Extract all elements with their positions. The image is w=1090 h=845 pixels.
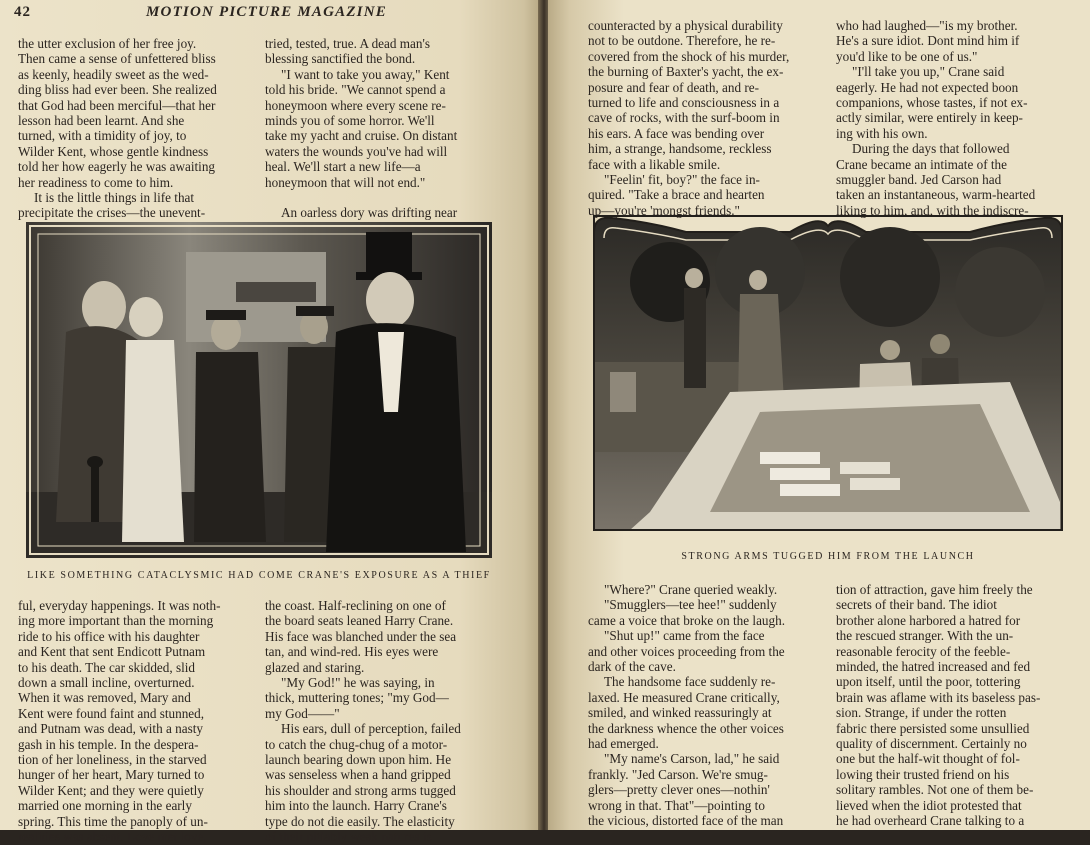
text-line: smuggler band. Jed Carson had [836,172,1002,188]
text-line: smiled, and winked reassuringly at [588,705,772,721]
text-line: wrong in that. That"—pointing to [588,797,765,813]
text-line: turned, with a timidity of joy, to [18,128,187,144]
text-line: ing with his own. [836,125,928,141]
text-line: heal. We'll start a new life—a [265,159,421,175]
text-line: "Where?" Crane queried weakly. [604,582,778,597]
text-line: thick, muttering tones; "my God— [265,690,449,706]
text-line: spring. This time the panoply of un- [18,813,208,829]
text-line: taken an instantaneous, warm-hearted [836,187,1036,203]
text-line: the board seats leaned Harry Crane. [265,613,454,629]
text-line: "My God!" he was saying, in [281,675,435,691]
text-line: lowing their trusted friend on his [836,766,1010,782]
photo-crane-exposure [26,222,492,558]
text-line: quired. "Take a brace and hearten [588,187,765,203]
text-line: you'd like to be one of us." [836,48,978,64]
text-line: precipitate the crises—the unevent- [18,205,206,221]
text-line: him into the launch. Harry Crane's [265,798,447,814]
text-line: of their pitiably weak natures is [265,829,432,845]
text-line: Kent were found faint and stunned, [18,705,205,721]
right-page [548,0,1090,830]
text-line: tion of her loneliness, in the starved [18,752,207,768]
text-line: "I want to take you away," Kent [281,66,450,82]
right-bottom-col1 [588,582,820,829]
text-line: fabric there persisted some unsullied [836,720,1030,736]
text-line: that God had been merciful—that her [18,97,216,113]
text-line: ride to his office with his daughter [18,628,200,644]
text-line: the utter exclusion of her free joy. [18,36,197,51]
text-line: It is the little things in life that [34,190,195,206]
text-line: During the days that followed [852,141,1010,157]
text-line: An oarless dory was drifting near [281,205,458,221]
text-line: posure and fear of death, and re- [588,79,759,95]
text-line: as keenly, headily sweet as the wed- [18,66,209,82]
text-line: he had overheard Crane talking to a [836,813,1025,829]
text-line: the coast. Half-reclining on one of [265,598,446,613]
text-line: down a small incline, overturned. [18,675,195,691]
text-line: secrets of their band. The idiot [836,597,997,613]
text-line: glers—pretty clever ones—nothin' [588,782,770,798]
photo-launch-frame [590,212,1066,534]
text-line: reasonable ferocity of the feeble- [836,643,1011,659]
text-line: laxed. He measured Crane critically, [588,689,780,705]
text-line: Wilder Kent, whose gentle kindness [18,143,209,159]
text-line: launch bearing down upon him. He [265,752,452,768]
text-line: up—you're 'mongst friends." [588,202,740,218]
text-line: tan, and wind-red. His eyes were [265,644,439,660]
left-bottom-col1 [18,598,247,845]
text-line: "Smugglers—tee hee!" suddenly [604,597,777,613]
text-line: sion. Strange, if under the rotten [836,705,1007,721]
text-line: He's a sure idiot. Dont mind him if [836,33,1020,49]
text-line: realities was absent. Love met love, [18,829,207,845]
photo-caption: LIKE SOMETHING CATACLYSMIC HAD COME CRANE'S EXPOSURE AS A THIEF [27,570,491,581]
text-line: tried, tested, true. A dead man's [265,36,430,51]
photo-launch-image [590,212,1066,534]
text-line: brain was aflame with its baseless pas- [836,689,1041,705]
text-line: ing more important than the morning [18,613,214,629]
text-line: covered from the shock of his murder, [588,48,790,64]
text-line: upon itself, until the poor, tottering [836,674,1021,690]
text-line: her readiness to come to him. [18,174,174,190]
text-line: quality of discernment. Certainly no [836,736,1027,752]
text-line: him, a strange, handsome, reckless [588,141,772,157]
text-line: came a voice that broke on the laugh. [588,612,786,628]
text-line: "Feelin' fit, boy?" the face in- [604,172,760,188]
left-page [0,0,540,845]
text-line: his ears. A face was bending over [588,125,765,141]
text-line: Wilder Kent; and they were quietly [18,782,204,798]
text-line: to catch the chug-chug of a motor- [265,736,448,752]
text-line: When it was removed, Mary and [18,690,191,706]
text-line: companions, whose tastes, if not ex- [836,95,1028,111]
text-line: Crane became an intimate of the [836,156,1007,172]
running-head: MOTION PICTURE MAGAZINE [146,4,387,20]
text-line: cave of rocks, with the surf-boom in [588,110,780,126]
text-line: to his death. The car skidded, slid [18,659,196,675]
text-line: blessing sanctified the bond. [265,51,416,67]
left-page-header [14,4,514,21]
text-line: brother alone harbored a hatred for [836,612,1021,628]
text-line: His ears, dull of perception, failed [281,721,461,737]
text-line: gash in his temple. In the despera- [18,736,199,752]
text-line: counteracted by a physical durability [588,18,783,33]
text-line: take my yacht and cruise. On distant [265,128,458,144]
text-line: minded, the hatred increased and fed [836,659,1031,675]
text-line: tion of attraction, gave him freely the [836,582,1033,597]
text-line: ding bliss had ever been. She realized [18,82,217,98]
text-line: the burning of Baxter's yacht, the ex- [588,64,784,80]
text-line: solitary rambles. Not one of them be- [836,782,1034,798]
text-line: glazed and staring. [265,659,365,675]
text-line: lesson had been learnt. And she [18,113,185,129]
text-line: face with a likable smile. [588,156,721,172]
text-line: was senseless when a hand gripped [265,767,451,783]
right-top-col2 [836,18,1068,218]
text-line: the darkness whence the other voices [588,720,784,736]
text-line: The handsome face suddenly re- [604,674,776,690]
text-line: the rescued stranger. With the un- [836,628,1014,644]
text-line: had emerged. [588,736,659,752]
text-line: hunger of her heart, Mary turned to [18,767,205,783]
left-top-col1 [18,36,247,221]
text-line: turned to life and consciousness in a [588,95,780,111]
text-line: his shoulder and strong arms tugged [265,782,456,798]
text-line: waters the wounds you've had will [265,143,448,159]
text-line: frankly. "Jed Carson. We're smug- [588,766,768,782]
text-line: His face was blanched under the sea [265,628,457,644]
text-line: type do not die easily. The elasticity [265,813,455,829]
text-line: "I'll take you up," Crane said [852,64,1005,80]
left-bottom-col2 [265,598,497,845]
text-line: Then came a sense of unfettered bliss [18,51,216,67]
right-top-col1 [588,18,820,218]
text-line: honeymoon where every scene re- [265,97,446,113]
text-line: not to be outdone. Therefore, he re- [588,33,776,49]
page-number: 42 [14,4,31,20]
text-line: and Kent that sent Endicott Putnam [18,644,206,660]
text-line: eagerly. He had not expected boon [836,79,1019,95]
text-line: told his bride. "We cannot spend a [265,82,446,98]
text-line: one but the half-wit thought of fol- [836,751,1020,767]
text-line: actly similar, were entirely in keep- [836,110,1023,126]
text-line: and other voices proceeding from the [588,643,785,659]
left-top-col2 [265,36,497,220]
text-line: and Putnam was dead, with a nasty [18,721,203,737]
text-line: lieved when the idiot protested that [836,797,1022,813]
text-line: dark of the cave. [588,659,676,675]
text-line: told her how eagerly he was awaiting [18,159,216,175]
text-line: "My name's Carson, lad," he said [604,751,780,767]
text-line: my God——" [265,705,340,721]
text-line: "Shut up!" came from the face [604,628,765,644]
text-line: who had laughed—"is my brother. [836,18,1018,33]
text-line: honeymoon that will not end." [265,174,426,190]
photo-crane-exposure-image [26,222,492,558]
right-bottom-col2 [836,582,1068,829]
text-line: minds you of some horror. We'll [265,113,435,129]
text-line: ful, everyday happenings. It was noth- [18,598,221,613]
text-line: liking to him, and, with the indiscre- [836,202,1029,218]
text-line [265,190,497,205]
photo-caption: STRONG ARMS TUGGED HIM FROM THE LAUNCH [681,551,975,562]
text-line: married one morning in the early [18,798,192,814]
text-line: the vicious, distorted face of the man [588,813,784,829]
